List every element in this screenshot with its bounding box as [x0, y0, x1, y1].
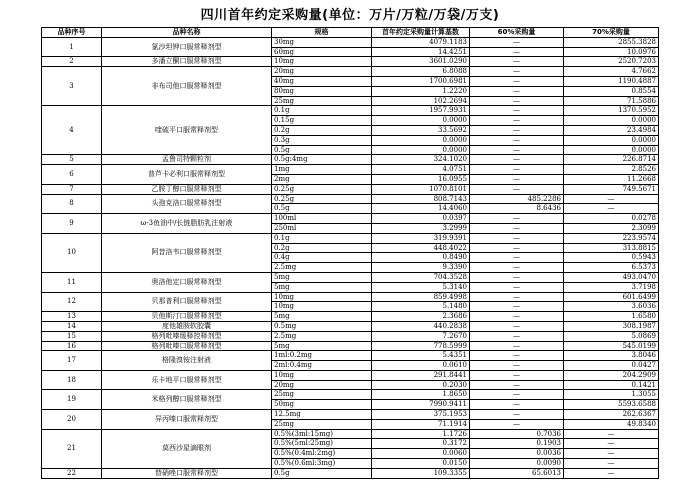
- spec-cell: 20mg: [272, 67, 372, 77]
- spec-cell: 0.3g: [272, 135, 372, 145]
- purchase-quantity-cell: 0.0427: [564, 361, 659, 371]
- base-quantity-cell: 0.0610: [372, 361, 470, 371]
- base-quantity-cell: 9.3390: [372, 263, 470, 273]
- table-row: [42, 351, 659, 361]
- spec-cell: 80mg: [272, 86, 372, 96]
- drug-index-cell: 19: [42, 390, 102, 410]
- spec-cell: 50mg: [272, 400, 372, 410]
- purchase-quantity-cell: —: [470, 37, 564, 47]
- table-row: [42, 390, 659, 400]
- purchase-quantity-cell: —: [470, 96, 564, 106]
- drug-index-cell: 21: [42, 429, 102, 468]
- base-quantity-cell: 704.3528: [372, 272, 470, 282]
- spec-cell: 10mg: [272, 292, 372, 302]
- base-quantity-cell: 3.2999: [372, 223, 470, 233]
- spec-cell: 12.5mg: [272, 410, 372, 420]
- base-quantity-cell: 1.2220: [372, 86, 470, 96]
- drug-name-cell: 孟鲁司特颗粒剂: [102, 155, 272, 165]
- spec-cell: 5mg: [272, 341, 372, 351]
- spec-cell: 25mg: [272, 390, 372, 400]
- page-title: 四川首年约定采购量(单位：万片/万粒/万袋/万支): [200, 8, 500, 23]
- purchase-quantity-cell: 313.8815: [564, 243, 659, 253]
- purchase-quantity-cell: 0.1421: [564, 380, 659, 390]
- base-quantity-cell: 6.8088: [372, 67, 470, 77]
- drug-name-cell: 度他雄胺软胶囊: [102, 321, 272, 331]
- base-quantity-cell: 375.1953: [372, 410, 470, 420]
- purchase-quantity-cell: 2.3099: [564, 223, 659, 233]
- header-drug-name: 品种名称: [102, 28, 272, 38]
- drug-index-cell: 7: [42, 184, 102, 194]
- purchase-quantity-cell: 223.9574: [564, 233, 659, 243]
- purchase-quantity-cell: —: [470, 184, 564, 194]
- header-index: 品种序号: [42, 28, 102, 38]
- drug-name-cell: 米格列醇口服常释剂型: [102, 390, 272, 410]
- spec-cell: 0.5g: [272, 204, 372, 214]
- purchase-quantity-cell: —: [470, 410, 564, 420]
- base-quantity-cell: 0.0060: [372, 449, 470, 459]
- header-60pct: 60%采购量: [470, 28, 564, 38]
- spec-cell: 10mg: [272, 370, 372, 380]
- base-quantity-cell: 808.7143: [372, 194, 470, 204]
- spec-cell: 0.4g: [272, 253, 372, 263]
- drug-name-cell: 多潘立酮口服常释剂型: [102, 57, 272, 67]
- purchase-quantity-cell: 65.6013: [470, 468, 564, 478]
- table-row: [42, 370, 659, 380]
- purchase-quantity-cell: 0.1903: [470, 439, 564, 449]
- base-quantity-cell: 1070.8101: [372, 184, 470, 194]
- purchase-quantity-cell: —: [470, 76, 564, 86]
- purchase-quantity-cell: —: [470, 106, 564, 116]
- base-quantity-cell: 1700.6981: [372, 76, 470, 86]
- spec-cell: 0.25g: [272, 194, 372, 204]
- purchase-quantity-cell: 1370.5952: [564, 106, 659, 116]
- spec-cell: 250ml: [272, 223, 372, 233]
- base-quantity-cell: 1.1726: [372, 429, 470, 439]
- drug-name-cell: ω-3鱼油中/长链脂肪乳注射液: [102, 214, 272, 234]
- drug-name-cell: 格列吡嗪缓释控释剂型: [102, 331, 272, 341]
- purchase-quantity-cell: 3.8046: [564, 351, 659, 361]
- drug-name-cell: 异丙嗪口服常释剂型: [102, 410, 272, 430]
- drug-index-cell: 18: [42, 370, 102, 390]
- spec-cell: 0.5%(5ml:25mg): [272, 439, 372, 449]
- spec-cell: 10mg: [272, 57, 372, 67]
- purchase-quantity-cell: —: [470, 86, 564, 96]
- spec-cell: 1mg: [272, 165, 372, 175]
- table-row: [42, 194, 659, 204]
- base-quantity-cell: 448.4022: [372, 243, 470, 253]
- purchase-quantity-cell: —: [470, 47, 564, 57]
- procurement-table: [41, 27, 659, 479]
- drug-name-cell: 乐卡地平口服常释剂型: [102, 370, 272, 390]
- purchase-quantity-cell: —: [564, 204, 659, 214]
- purchase-quantity-cell: —: [470, 351, 564, 361]
- drug-name-cell: 头孢克洛口服常释剂型: [102, 194, 272, 214]
- drug-index-cell: 17: [42, 351, 102, 371]
- table-row: [42, 331, 659, 341]
- spec-cell: 20mg: [272, 380, 372, 390]
- base-quantity-cell: 2.3686: [372, 312, 470, 322]
- purchase-quantity-cell: 4.7662: [564, 67, 659, 77]
- spec-cell: 2mg: [272, 174, 372, 184]
- purchase-quantity-cell: 23.4984: [564, 125, 659, 135]
- drug-name-cell: 莫西沙星滴眼剂: [102, 429, 272, 468]
- purchase-quantity-cell: 0.0000: [564, 145, 659, 155]
- spec-cell: 0.5%(0.4ml:2mg): [272, 449, 372, 459]
- drug-name-cell: 格列吡嗪口服常释剂型: [102, 341, 272, 351]
- purchase-quantity-cell: —: [564, 468, 659, 478]
- table-row: [42, 106, 659, 116]
- purchase-quantity-cell: —: [470, 292, 564, 302]
- purchase-quantity-cell: 204.2909: [564, 370, 659, 380]
- spec-cell: 1ml:0.2mg: [272, 351, 372, 361]
- base-quantity-cell: 0.0000: [372, 145, 470, 155]
- purchase-quantity-cell: —: [470, 370, 564, 380]
- spec-cell: 0.2g: [272, 243, 372, 253]
- table-row: [42, 37, 659, 47]
- purchase-quantity-cell: —: [564, 459, 659, 469]
- purchase-quantity-cell: —: [470, 67, 564, 77]
- spec-cell: 2ml:0.4mg: [272, 361, 372, 371]
- purchase-quantity-cell: —: [564, 429, 659, 439]
- purchase-quantity-cell: —: [470, 282, 564, 292]
- purchase-quantity-cell: —: [564, 449, 659, 459]
- drug-index-cell: 11: [42, 272, 102, 292]
- drug-index-cell: 14: [42, 321, 102, 331]
- purchase-quantity-cell: —: [470, 125, 564, 135]
- base-quantity-cell: 0.0150: [372, 459, 470, 469]
- purchase-quantity-cell: 0.5943: [564, 253, 659, 263]
- purchase-quantity-cell: 226.8714: [564, 155, 659, 165]
- purchase-quantity-cell: 262.6367: [564, 410, 659, 420]
- purchase-quantity-cell: 0.0278: [564, 214, 659, 224]
- base-quantity-cell: 5.3140: [372, 282, 470, 292]
- purchase-quantity-cell: —: [470, 253, 564, 263]
- table-row: [42, 292, 659, 302]
- purchase-quantity-cell: 749.5671: [564, 184, 659, 194]
- drug-index-cell: 4: [42, 106, 102, 155]
- base-quantity-cell: 291.8441: [372, 370, 470, 380]
- header-base-quantity: 首年约定采购量计算基数: [372, 28, 470, 38]
- base-quantity-cell: 324.1020: [372, 155, 470, 165]
- purchase-quantity-cell: —: [470, 233, 564, 243]
- base-quantity-cell: 7.2670: [372, 331, 470, 341]
- base-quantity-cell: 4079.1183: [372, 37, 470, 47]
- spec-cell: 0.15g: [272, 116, 372, 126]
- purchase-quantity-cell: —: [470, 321, 564, 331]
- purchase-quantity-cell: 493.0470: [564, 272, 659, 282]
- drug-name-cell: 贝那普利口服常释剂型: [102, 292, 272, 312]
- purchase-quantity-cell: 1.3055: [564, 390, 659, 400]
- drug-name-cell: 替硝唑口服常释剂型: [102, 468, 272, 478]
- base-quantity-cell: 109.3355: [372, 468, 470, 478]
- table-row: [42, 429, 659, 439]
- purchase-quantity-cell: 3.7198: [564, 282, 659, 292]
- table-row: [42, 341, 659, 351]
- purchase-quantity-cell: 0.0000: [564, 116, 659, 126]
- base-quantity-cell: 0.8490: [372, 253, 470, 263]
- purchase-quantity-cell: 71.5886: [564, 96, 659, 106]
- purchase-quantity-cell: 3.6036: [564, 302, 659, 312]
- purchase-quantity-cell: 2.8526: [564, 165, 659, 175]
- purchase-quantity-cell: —: [470, 341, 564, 351]
- purchase-quantity-cell: 11.2668: [564, 174, 659, 184]
- base-quantity-cell: 16.0955: [372, 174, 470, 184]
- table-row: [42, 233, 659, 243]
- drug-index-cell: 3: [42, 67, 102, 106]
- purchase-quantity-cell: —: [470, 165, 564, 175]
- purchase-quantity-cell: 308.1987: [564, 321, 659, 331]
- table-row: [42, 321, 659, 331]
- drug-name-cell: 氯沙坦钾口服常释剂型: [102, 37, 272, 57]
- spec-cell: 0.2g: [272, 125, 372, 135]
- purchase-quantity-cell: 1.6580: [564, 312, 659, 322]
- spec-cell: 100ml: [272, 214, 372, 224]
- table-row: [42, 155, 659, 165]
- spec-cell: 0.5g: [272, 468, 372, 478]
- base-quantity-cell: 319.9391: [372, 233, 470, 243]
- purchase-quantity-cell: —: [470, 272, 564, 282]
- drug-index-cell: 2: [42, 57, 102, 67]
- purchase-quantity-cell: —: [470, 312, 564, 322]
- base-quantity-cell: 3601.0290: [372, 57, 470, 67]
- base-quantity-cell: 778.5999: [372, 341, 470, 351]
- spec-cell: 40mg: [272, 76, 372, 86]
- purchase-quantity-cell: —: [564, 439, 659, 449]
- purchase-quantity-cell: —: [470, 145, 564, 155]
- spec-cell: 0.5g: [272, 145, 372, 155]
- spec-cell: 0.5%(3ml:15mg): [272, 429, 372, 439]
- drug-index-cell: 9: [42, 214, 102, 234]
- purchase-quantity-cell: 1190.4887: [564, 76, 659, 86]
- spec-cell: 0.25g: [272, 184, 372, 194]
- base-quantity-cell: 1957.9931: [372, 106, 470, 116]
- spec-cell: 5mg: [272, 312, 372, 322]
- purchase-quantity-cell: —: [470, 116, 564, 126]
- drug-name-cell: 普芦卡必利口服常释剂型: [102, 165, 272, 185]
- drug-index-cell: 22: [42, 468, 102, 478]
- purchase-quantity-cell: 0.7036: [470, 429, 564, 439]
- spec-cell: 0.5g:4mg: [272, 155, 372, 165]
- base-quantity-cell: 0.0397: [372, 214, 470, 224]
- base-quantity-cell: 0.3172: [372, 439, 470, 449]
- drug-name-cell: 阿昔洛韦口服常释剂型: [102, 233, 272, 272]
- purchase-quantity-cell: —: [470, 419, 564, 429]
- purchase-quantity-cell: 6.5373: [564, 263, 659, 273]
- drug-name-cell: 非布司他口服常释剂型: [102, 67, 272, 106]
- spec-cell: 10mg: [272, 302, 372, 312]
- purchase-quantity-cell: 0.0036: [470, 449, 564, 459]
- table-row: [42, 410, 659, 420]
- table-row: [42, 468, 659, 478]
- base-quantity-cell: 14.4251: [372, 47, 470, 57]
- drug-index-cell: 16: [42, 341, 102, 351]
- spec-cell: 0.1g: [272, 106, 372, 116]
- table-row: [42, 272, 659, 282]
- drug-index-cell: 6: [42, 165, 102, 185]
- purchase-quantity-cell: —: [470, 155, 564, 165]
- base-quantity-cell: 71.1914: [372, 419, 470, 429]
- table-body: [42, 37, 659, 478]
- purchase-quantity-cell: —: [470, 302, 564, 312]
- base-quantity-cell: 859.4998: [372, 292, 470, 302]
- purchase-quantity-cell: —: [470, 263, 564, 273]
- base-quantity-cell: 0.0000: [372, 116, 470, 126]
- base-quantity-cell: 33.5692: [372, 125, 470, 135]
- purchase-quantity-cell: —: [470, 57, 564, 67]
- purchase-quantity-cell: —: [470, 243, 564, 253]
- base-quantity-cell: 0.0000: [372, 135, 470, 145]
- spec-cell: 2.5mg: [272, 263, 372, 273]
- base-quantity-cell: 1.8650: [372, 390, 470, 400]
- drug-name-cell: 奥洛他定口服常释剂型: [102, 272, 272, 292]
- drug-name-cell: 格隆溴铵注射液: [102, 351, 272, 371]
- purchase-quantity-cell: 2520.7203: [564, 57, 659, 67]
- header-spec: 规格: [272, 28, 372, 38]
- spec-cell: 0.5%(0.6ml:3mg): [272, 459, 372, 469]
- base-quantity-cell: 14.4060: [372, 204, 470, 214]
- table-row: [42, 165, 659, 175]
- drug-index-cell: 10: [42, 233, 102, 272]
- spec-cell: 5mg: [272, 272, 372, 282]
- spec-cell: 0.5mg: [272, 321, 372, 331]
- spec-cell: 25mg: [272, 419, 372, 429]
- table-row: [42, 214, 659, 224]
- base-quantity-cell: 7990.9411: [372, 400, 470, 410]
- table-row: [42, 312, 659, 322]
- drug-index-cell: 20: [42, 410, 102, 430]
- purchase-quantity-cell: 601.6499: [564, 292, 659, 302]
- purchase-quantity-cell: 0.0000: [564, 135, 659, 145]
- purchase-quantity-cell: 49.8340: [564, 419, 659, 429]
- purchase-quantity-cell: —: [470, 361, 564, 371]
- purchase-quantity-cell: —: [470, 400, 564, 410]
- spec-cell: 25mg: [272, 96, 372, 106]
- base-quantity-cell: 0.2030: [372, 380, 470, 390]
- purchase-quantity-cell: 10.0976: [564, 47, 659, 57]
- spec-cell: 30mg: [272, 37, 372, 47]
- base-quantity-cell: 440.2838: [372, 321, 470, 331]
- purchase-quantity-cell: —: [470, 380, 564, 390]
- purchase-quantity-cell: 8.6436: [470, 204, 564, 214]
- table-row: [42, 57, 659, 67]
- purchase-quantity-cell: —: [470, 214, 564, 224]
- drug-index-cell: 13: [42, 312, 102, 322]
- base-quantity-cell: 102.2694: [372, 96, 470, 106]
- drug-index-cell: 15: [42, 331, 102, 341]
- spec-cell: 5mg: [272, 282, 372, 292]
- drug-name-cell: 喹硫平口服常释剂型: [102, 106, 272, 155]
- base-quantity-cell: 5.1480: [372, 302, 470, 312]
- header-row: [42, 28, 659, 38]
- base-quantity-cell: 4.0751: [372, 165, 470, 175]
- spec-cell: 0.1g: [272, 233, 372, 243]
- spec-cell: 60mg: [272, 47, 372, 57]
- drug-name-cell: 乙胺丁醇口服常释剂型: [102, 184, 272, 194]
- base-quantity-cell: 5.4351: [372, 351, 470, 361]
- purchase-quantity-cell: —: [470, 223, 564, 233]
- drug-index-cell: 12: [42, 292, 102, 312]
- purchase-quantity-cell: 5.0869: [564, 331, 659, 341]
- purchase-quantity-cell: 2855.3828: [564, 37, 659, 47]
- purchase-quantity-cell: —: [470, 331, 564, 341]
- purchase-quantity-cell: —: [470, 174, 564, 184]
- purchase-quantity-cell: 545.0199: [564, 341, 659, 351]
- purchase-quantity-cell: —: [564, 194, 659, 204]
- purchase-quantity-cell: —: [470, 390, 564, 400]
- drug-index-cell: 1: [42, 37, 102, 57]
- table-row: [42, 67, 659, 77]
- spec-cell: 2.5mg: [272, 331, 372, 341]
- header-70pct: 70%采购量: [564, 28, 659, 38]
- purchase-quantity-cell: —: [470, 135, 564, 145]
- drug-index-cell: 8: [42, 194, 102, 214]
- purchase-quantity-cell: 0.0090: [470, 459, 564, 469]
- drug-index-cell: 5: [42, 155, 102, 165]
- table-row: [42, 184, 659, 194]
- purchase-quantity-cell: 0.8554: [564, 86, 659, 96]
- purchase-quantity-cell: 485.2286: [470, 194, 564, 204]
- drug-name-cell: 贝他斯汀口服常释剂型: [102, 312, 272, 322]
- purchase-quantity-cell: 5593.6588: [564, 400, 659, 410]
